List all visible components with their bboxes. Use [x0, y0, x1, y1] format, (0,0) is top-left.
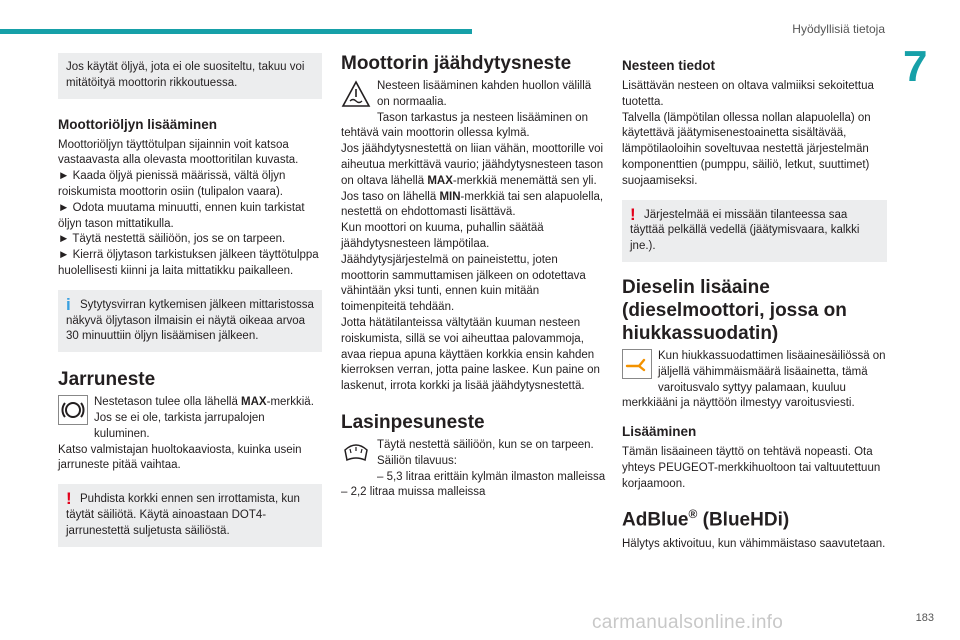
- header-accent-bar: [0, 29, 472, 34]
- diesel-additive-heading: Dieselin lisäaine (dieselmoottori, jossa on hiukkassuodatin): [622, 276, 847, 344]
- ignition-note-box: [58, 290, 322, 352]
- oil-fill-intro: Moottoriöljyn täyttötulpan sijainnin voit katsoa vastaavasta alla olevasta moottoritilan kuvasta.: [58, 138, 299, 167]
- brake-fluid-icon: [58, 395, 88, 425]
- adding-text: Tämän lisäaineen täyttö on tehtävä nopeasti. Ota yhteys PEUGEOT-merkkihuoltoon tai valtuutettuun korjaamoon.: [622, 446, 881, 490]
- fluid-specs-heading: Nesteen tiedot: [622, 58, 716, 73]
- coolant-max-label: MAX: [427, 174, 453, 187]
- fluid-warning-text: Järjestelmää ei missään tilanteessa saa täyttää pelkällä vedellä (jäätymisvaara, kalkki jne.).: [630, 208, 860, 253]
- chapter-number: 7: [903, 42, 928, 91]
- column-2: [341, 52, 606, 501]
- coolant-icon-text: Nesteen lisääminen kahden huollon välillä on normaalia.: [377, 80, 592, 108]
- particle-filter-warning-icon: [622, 349, 652, 379]
- diesel-icon-text: Kun hiukkassuodattimen lisäainesäiliössä on jäljellä vähimmäismäärä lisäainetta, tämä varoitusvalo syttyy palamaan, kuuluu merkkiääni ja näyttöön ilmestyy varoitusviesti.: [622, 349, 886, 410]
- oil-note-box: [58, 53, 322, 99]
- brake-text-a: Nestetason tulee olla lähellä: [94, 396, 242, 409]
- section-title: Hyödyllisiä tietoja: [792, 22, 885, 36]
- column-1: [58, 52, 322, 547]
- adblue-title-b: (BlueHDi): [697, 508, 790, 530]
- oil-fill-step: ► Odota muutama minuutti, ennen kuin tarkistat öljyn tason mittatikulla.: [58, 201, 305, 230]
- coolant-p3a: Jos taso on lähellä: [341, 190, 440, 203]
- coolant-heading: Moottorin jäähdytysneste: [341, 53, 572, 74]
- fluid-warning-box: [622, 200, 887, 262]
- fluid-p2: Talvella (lämpötilan ollessa nollan alapuolella) on käytettävä jäätymisenestoainetta sisältävää, lämpötilaoloihin soveltuvaa nestettä järjestelmän komponenttien (pumppu, säiliö, letkut, suuttimet) suojaamiseksi.: [622, 111, 871, 187]
- coolant-p6: Jotta hätätilanteissa vältytään kuuman nesteen roiskumista, sillä se voi aiheuttaa palovammoja, avaa riepua apuna käyttäen korkkia ensin kahden kierroksen verran, jotta paine laskee. Kun paine on laskenut, irrota korkki ja lisää jäähdytysnestettä.: [341, 316, 600, 393]
- washer-body: [341, 438, 606, 501]
- adblue-title-a: AdBlue: [622, 508, 689, 530]
- fluid-specs-body: [622, 79, 887, 190]
- washer-capacity-label: Säiliön tilavuus:: [377, 454, 457, 467]
- brake-warning-box: [58, 484, 322, 546]
- coolant-p3b: -merkkiä tai sen alapuolella, nestettä on ehdottomasti lisättävä.: [341, 190, 604, 219]
- washer-heading: Lasinpesuneste: [341, 411, 485, 433]
- oil-fill-step: ► Kaada öljyä pienissä määrissä, vältä öljyn roiskumista moottorin osiin (tulipalon vaara).: [58, 170, 286, 198]
- oil-fill-body: [58, 138, 322, 280]
- adding-heading: Lisääminen: [622, 424, 697, 440]
- coolant-min-label: MIN: [439, 190, 461, 203]
- brake-heading: Jarruneste: [58, 369, 156, 391]
- oil-note-text: Jos käytät öljyä, jota ei ole suositeltu, takuu voi mitätöityä moottorin rikkoutuessa.: [66, 61, 305, 89]
- hazard-triangle-icon: [341, 79, 371, 109]
- brake-body: [58, 395, 322, 474]
- watermark: carmanualsonline.info: [592, 612, 784, 633]
- washer-fluid-icon: [341, 438, 371, 468]
- registered-mark: ®: [688, 506, 698, 521]
- brake-max-label: MAX: [241, 396, 267, 409]
- adblue-text: Hälytys aktivoituu, kun vähimmäistaso saavutetaan.: [622, 537, 886, 550]
- coolant-p5: Jäähdytysjärjestelmä on paineistettu, joten moottorin sammuttamisen jälkeen on odotettava vähintään yksi tunti, ennen kuin mitään toimenpiteitä tehdään.: [341, 253, 586, 314]
- brake-warning-text: Puhdista korkki ennen sen irrottamista, kun täytät säiliötä. Käytä ainoastaan DOT4-jarrunestettä suljetusta säiliöstä.: [66, 493, 300, 537]
- coolant-p2: [341, 142, 606, 189]
- warning-exclamation-icon: !: [66, 489, 72, 509]
- oil-fill-heading: Moottoriöljyn lisääminen: [58, 116, 218, 132]
- coolant-p2a: Jos jäähdytysnestettä on liian vähän, moottorille voi aiheutua merkittävä vaurio; jäähdytysnesteen tason on oltava lähellä: [341, 143, 604, 187]
- page-number: 183: [915, 612, 934, 624]
- brake-text-b: -merkkiä. Jos se ei ole, tarkista jarrupalojen kuluminen.: [94, 396, 314, 440]
- adblue-heading: [622, 503, 887, 531]
- coolant-body: [341, 79, 606, 395]
- info-icon: i: [66, 294, 71, 314]
- brake-text-c: Katso valmistajan huoltokaaviosta, kuinka usein jarruneste pitää vaihtaa.: [58, 443, 302, 472]
- washer-icon-text: Täytä nestettä säiliöön, kun se on tarpeen.: [377, 438, 594, 451]
- coolant-p2b: -merkkiä menemättä sen yli.: [452, 174, 597, 187]
- washer-item: – 5,3 litraa erittäin kylmän ilmaston malleissa: [377, 470, 606, 483]
- oil-fill-step: ► Täytä nestettä säiliöön, jos se on tarpeen.: [58, 233, 286, 246]
- coolant-p3: [341, 190, 606, 222]
- warning-exclamation-icon: !: [630, 204, 636, 224]
- diesel-additive-body: [622, 349, 887, 412]
- coolant-p1: Tason tarkastus ja nesteen lisääminen on tehtävä vain moottorin ollessa kylmä.: [341, 111, 588, 140]
- ignition-note-text: Sytytysvirran kytkemisen jälkeen mittaristossa näkyvä öljytason ilmaisin ei näytä oikeaa arvoa 30 minuuttiin öljyn lisäämisen jälkeen.: [66, 298, 314, 343]
- coolant-p4: Kun moottori on kuuma, puhallin säätää jäähdytysnesteen lämpötilaa.: [341, 222, 544, 250]
- oil-fill-step: ► Kierrä öljytason tarkistuksen jälkeen täyttötulppa huolellisesti kiinni ja laita mittatikku paikalleen.: [58, 249, 319, 277]
- washer-item: – 2,2 litraa muissa malleissa: [341, 486, 486, 499]
- fluid-p1: Lisättävän nesteen on oltava valmiiksi sekoitettua tuotetta.: [622, 80, 874, 108]
- column-3: [622, 58, 887, 553]
